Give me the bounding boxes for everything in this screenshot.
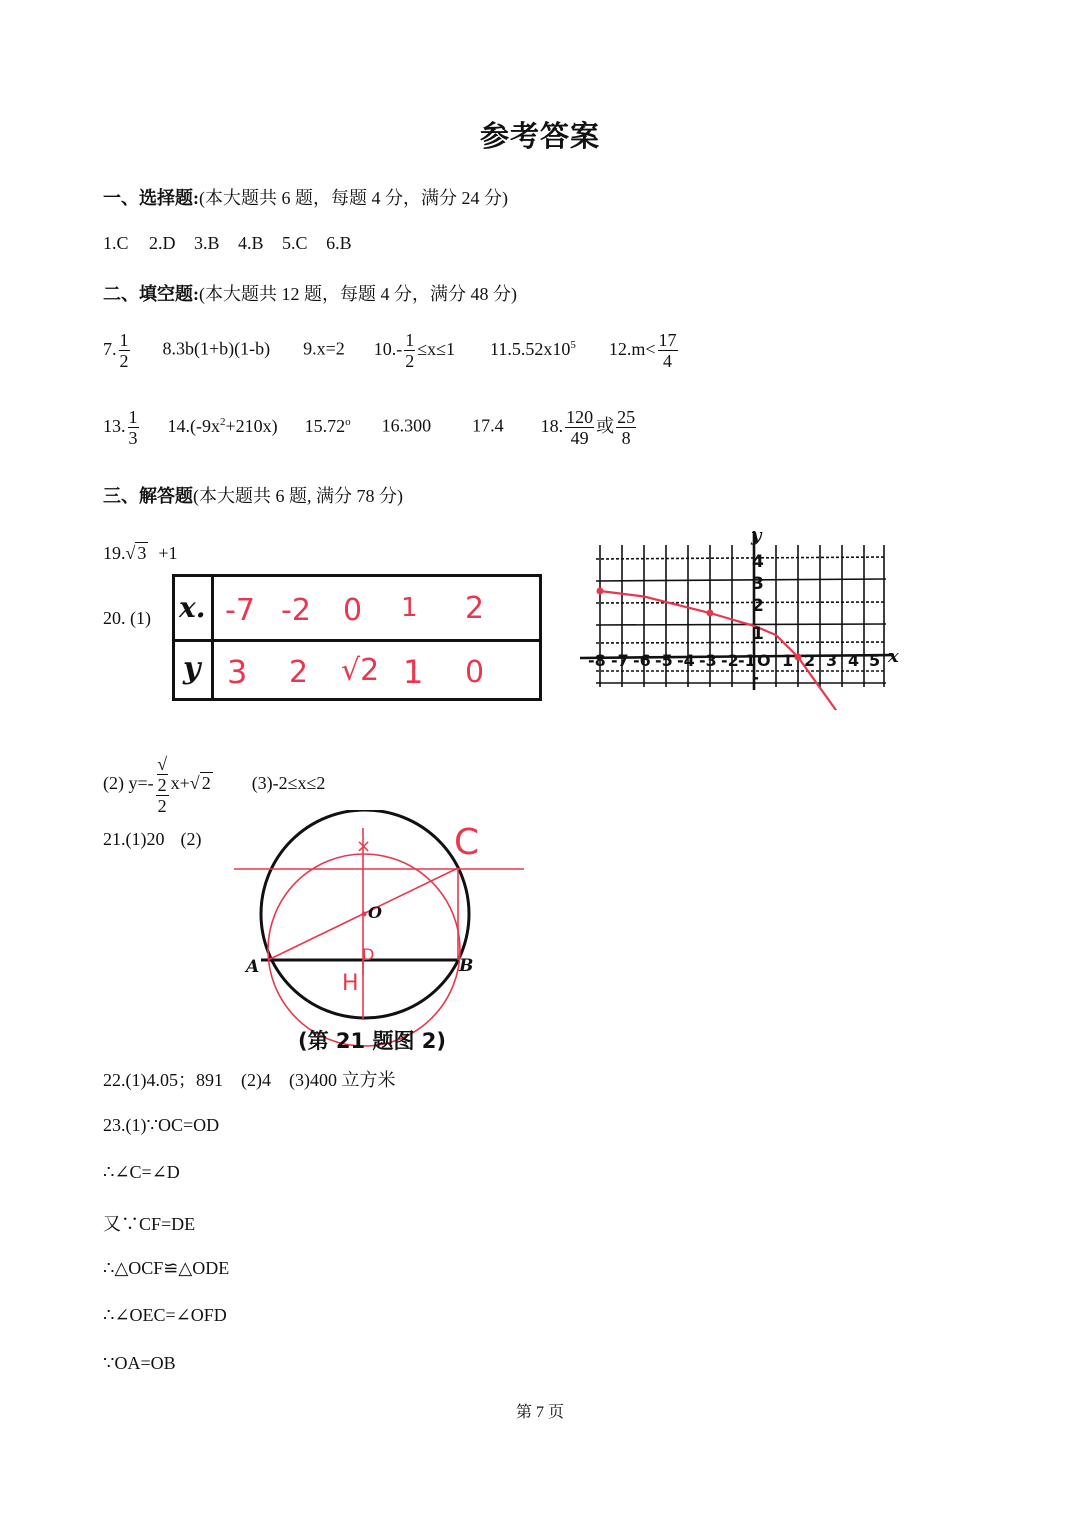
center-point: [362, 912, 367, 917]
mc-answer: 2.D: [149, 233, 176, 253]
graph-point: [707, 610, 714, 617]
q23-line: ∴△OCF≌△ODE: [103, 1258, 230, 1278]
x-value: -7: [225, 593, 255, 628]
q21-label: 21.(1)20 (2): [103, 829, 202, 849]
q20-part2: (2) y=- √ 2 2 x+√ 2 (3)-2≤x≤2: [103, 754, 326, 816]
fill-row-2: [103, 407, 638, 448]
label-c: C: [454, 822, 480, 863]
q17: 17.4: [472, 415, 504, 436]
q23-line: 又∵CF=DE: [103, 1214, 196, 1234]
q22: 22.(1)4.05；891 (2)4 (3)400 立方米: [103, 1070, 396, 1090]
y-value: 2: [289, 655, 309, 690]
x-tick-label: -2: [721, 651, 739, 670]
x-value: -2: [281, 593, 311, 628]
section2-title: 二、填空题:: [103, 284, 199, 304]
x-tick-label: -7: [611, 651, 629, 670]
section3-heading: [103, 482, 403, 508]
q19: 19.√ 3 +1: [103, 543, 178, 563]
x-tick-label: 2: [804, 651, 816, 670]
label-a: A: [246, 957, 260, 977]
y-row-header: y: [183, 651, 201, 686]
y-axis-label: y: [751, 525, 762, 546]
x-tick-label: -3: [699, 651, 717, 670]
fill-row-1: [103, 330, 680, 371]
graph-point: [795, 654, 802, 661]
x-tick-label: -8: [588, 651, 606, 670]
label-x: ×: [356, 836, 372, 857]
q11: $11.5.52x10^5$: [490, 338, 576, 359]
section1-heading: [103, 184, 508, 210]
page-number: 第 7 页: [515, 1404, 564, 1421]
x-row-header: x.: [179, 591, 206, 624]
y-value: 0: [465, 655, 485, 690]
label-b: B: [459, 956, 474, 976]
mc-answer: 5.C: [282, 233, 308, 253]
q16: 16.300: [381, 415, 432, 436]
x-tick-label: 3: [826, 651, 838, 670]
section3-note: (本大题共 6 题, 满分 78 分): [193, 486, 403, 506]
x-tick-label: 4: [848, 651, 860, 670]
q20-value-table: [172, 574, 542, 701]
q20-graph: [576, 525, 906, 710]
q23-line: ∵OA=OB: [103, 1353, 176, 1373]
x-axis-label: x: [888, 646, 899, 667]
y-tick-label: -: [752, 668, 760, 688]
section1-note: (本大题共 6 题，每题 4 分，满分 24 分): [199, 188, 508, 208]
q21-figure: [228, 810, 528, 1060]
mc-answer: 1.C: [103, 233, 129, 253]
mc-answers: [103, 233, 352, 254]
y-tick-label: 4: [752, 552, 764, 572]
q7: 7. $\frac{1}{2}$: [103, 330, 129, 371]
section3-title: 三、解答题: [103, 486, 193, 506]
q23-line: ∴∠OEC=∠OFD: [103, 1305, 227, 1325]
figure-caption: (第 21 题图 2): [298, 1029, 446, 1053]
y-tick-label: 3: [752, 574, 764, 594]
x-tick-label: -6: [633, 651, 651, 670]
label-h: H: [342, 971, 359, 996]
x-value: 1: [401, 593, 418, 623]
x-tick-label: 5: [869, 651, 881, 670]
mc-answer: 4.B: [238, 233, 264, 253]
x-tick-label: -4: [677, 651, 695, 670]
section2-note: (本大题共 12 题，每题 4 分，满分 48 分): [199, 284, 517, 304]
q8: 8.3b(1+b)(1-b): [162, 338, 271, 359]
q20-label: 20. (1): [103, 608, 151, 628]
x-value: 0: [343, 593, 363, 628]
x-tick-label: -5: [655, 651, 673, 670]
q9: 9.x=2: [303, 338, 345, 359]
y-value: 1: [403, 653, 424, 691]
mc-answer: 6.B: [326, 233, 352, 253]
q13: 13. $\frac{1}{3}$: [103, 407, 138, 448]
page-title: 参考答案: [479, 121, 600, 153]
table-divider-v: [211, 577, 214, 698]
x-value: 2: [465, 591, 485, 626]
q18: 18. $\frac{120}{49}$ 或 $\frac{25}{8}$: [540, 407, 636, 448]
q23-line: ∴∠C=∠D: [103, 1162, 180, 1182]
mc-answer: 3.B: [194, 233, 220, 253]
x-tick-label: -1: [738, 651, 756, 670]
x-tick-label: 1: [782, 651, 794, 670]
section2-heading: [103, 280, 517, 306]
label-d: D: [362, 945, 375, 964]
y-tick-label: 2: [752, 596, 764, 616]
table-divider-h: [175, 639, 539, 642]
q23-line: 23.(1)∵OC=OD: [103, 1115, 220, 1135]
x-tick-labels: [588, 651, 880, 670]
q14: $14.(-9x^2+210x)$: [167, 415, 278, 436]
q15: 15.72$^o$: [304, 415, 351, 436]
y-tick-label: 1: [752, 624, 764, 644]
red-construction: [234, 828, 524, 1046]
q12: 12.m< $\frac{17}{4}$: [608, 330, 677, 371]
q10: 10.- $\frac{1}{2}$ ≤x≤1: [373, 330, 456, 371]
y-value: √2: [341, 653, 380, 688]
graph-point: [597, 588, 604, 595]
section1-title: 一、选择题:: [103, 188, 199, 208]
label-o: O: [368, 903, 382, 922]
y-value: 3: [227, 653, 248, 691]
x-tick-label: O: [757, 651, 771, 670]
q20-part3: (3)-2≤x≤2: [251, 773, 326, 794]
